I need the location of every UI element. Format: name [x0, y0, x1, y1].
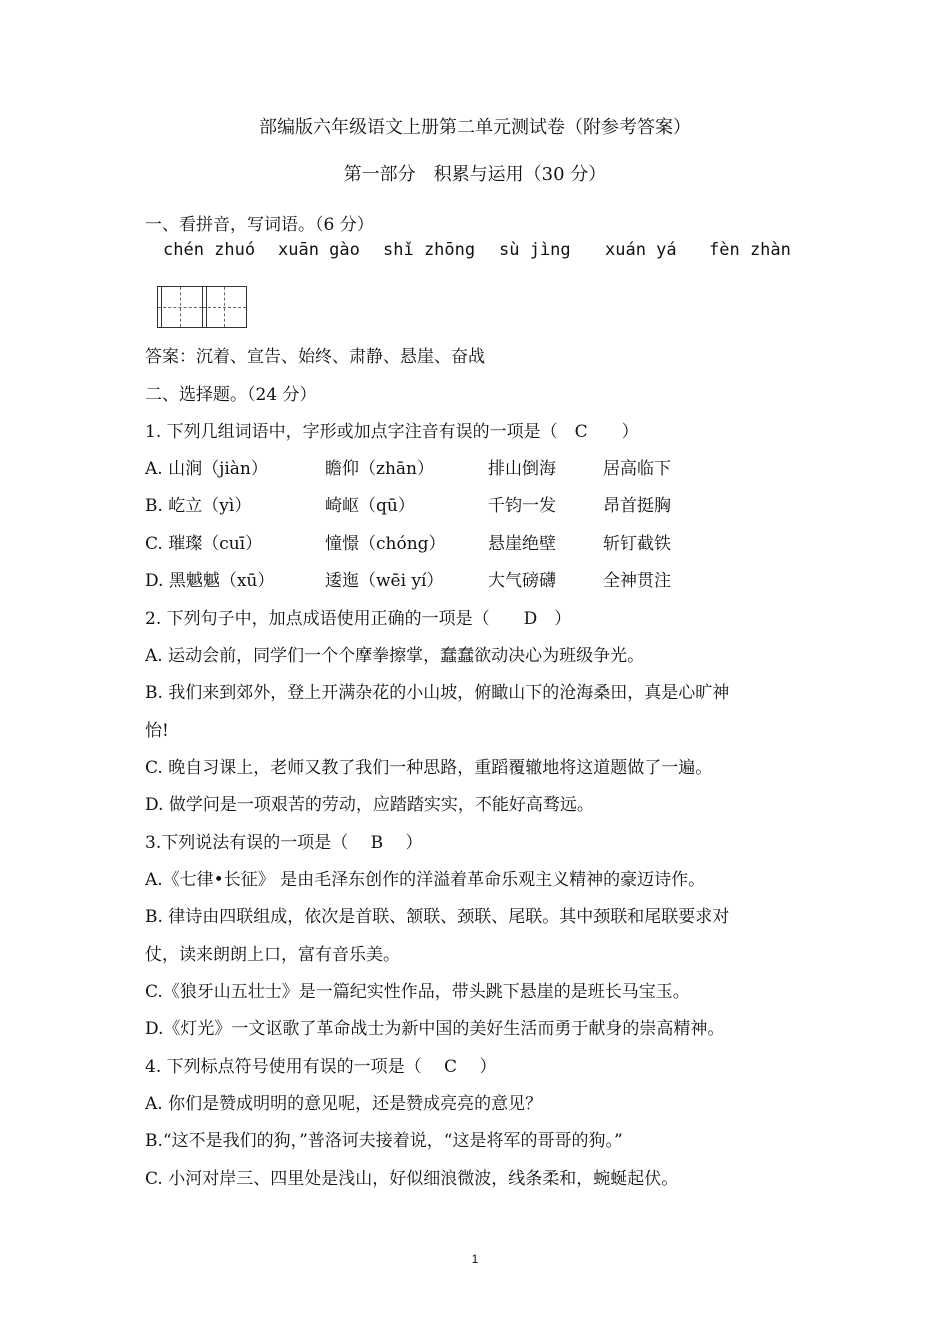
option-cell: 斩钉截铁 [603, 534, 671, 554]
option-cell: 大气磅礴 [488, 571, 556, 591]
item-4-option-c: C. 小河对岸三、四里处是浅山，好似细浪微波，线条柔和，蜿蜒起伏。 [145, 1169, 679, 1189]
option-cell: 悬崖绝壁 [488, 534, 556, 554]
option-cell: 全神贯注 [603, 571, 671, 591]
option-cell: 排山倒海 [488, 459, 556, 479]
pinyin-item: sù jìng [499, 240, 571, 260]
item-1-stem: 1. 下列几组词语中，字形或加点字注音有误的一项是（ C ） [145, 422, 639, 442]
item-3-option-c: C.《狼牙山五壮士》是一篇纪实性作品，带头跳下悬崖的是班长马宝玉。 [145, 982, 690, 1002]
item-4-option-a: A. 你们是赞成明明的意见呢，还是赞成亮亮的意见？ [145, 1094, 543, 1114]
item-3-option-b: B. 律诗由四联组成，依次是首联、颔联、颈联、尾联。其中颈联和尾联要求对 [145, 907, 730, 927]
option-cell: D. 黑魆魆（xū） [145, 571, 275, 591]
item-3-option-a: A.《七律•长征》 是由毛泽东创作的洋溢着革命乐观主义精神的豪迈诗作。 [145, 870, 706, 890]
option-cell: 憧憬（chóng） [325, 534, 446, 554]
option-cell: A. 山涧（jiàn） [145, 459, 268, 479]
option-row [145, 569, 820, 593]
item-2-stem: 2. 下列句子中，加点成语使用正确的一项是（ D ） [145, 609, 572, 629]
pinyin-item: chén zhuó [163, 240, 256, 260]
grid-cell [158, 287, 202, 327]
pinyin-item: shǐ zhōng [383, 240, 476, 260]
document-title: 部编版六年级语文上册第二单元测试卷（附参考答案） [259, 117, 691, 138]
pinyin-item: xuān gào [278, 240, 360, 260]
option-cell: 崎岖（qū） [325, 496, 415, 516]
question-2-heading: 二、选择题。（24 分） [145, 385, 317, 405]
option-cell: B. 屹立（yì） [145, 496, 252, 516]
grid-cell [202, 287, 246, 327]
option-cell: 千钧一发 [488, 496, 556, 516]
option-row [145, 532, 820, 556]
writing-grid [157, 286, 247, 328]
option-row [145, 494, 820, 518]
item-2-option-a: A. 运动会前，同学们一个个摩拳擦掌，蠢蠢欲动决心为班级争光。 [145, 646, 645, 666]
option-cell: 逶迤（wēi yí） [325, 571, 444, 591]
item-3-option-d: D.《灯光》一文讴歌了革命战士为新中国的美好生活而勇于献身的崇高精神。 [145, 1019, 725, 1039]
question-1-answer: 答案：沉着、宣告、始终、肃静、悬崖、奋战 [145, 347, 485, 367]
item-2-option-c: C. 晚自习课上，老师又教了我们一种思路，重蹈覆辙地将这道题做了一遍。 [145, 758, 713, 778]
item-3-option-b-cont: 仗，读来朗朗上口，富有音乐美。 [145, 945, 400, 965]
item-2-option-b-cont: 怡! [145, 721, 169, 741]
option-cell: C. 璀璨（cuī） [145, 534, 263, 554]
pinyin-item: xuán yá [605, 240, 677, 260]
page-number: 1 [471, 1252, 479, 1266]
option-cell: 居高临下 [603, 459, 671, 479]
item-2-option-b: B. 我们来到郊外，登上开满杂花的小山坡，俯瞰山下的沧海桑田，真是心旷神 [145, 683, 730, 703]
item-2-option-d: D. 做学问是一项艰苦的劳动，应踏踏实实，不能好高骛远。 [145, 795, 594, 815]
option-cell: 瞻仰（zhān） [325, 459, 434, 479]
question-1-heading: 一、看拼音，写词语。（6 分） [145, 215, 374, 235]
item-3-stem: 3.下列说法有误的一项是（ B ） [145, 833, 423, 853]
item-4-stem: 4. 下列标点符号使用有误的一项是（ C ） [145, 1057, 497, 1077]
pinyin-row [163, 240, 791, 260]
option-row [145, 457, 820, 481]
item-4-option-b: B.“这不是我们的狗，”普洛诃夫接着说，“这是将军的哥哥的狗。” [145, 1131, 623, 1151]
option-cell: 昂首挺胸 [603, 496, 671, 516]
pinyin-item: fèn zhàn [709, 240, 791, 260]
part-heading: 第一部分 积累与运用（30 分） [343, 164, 607, 185]
